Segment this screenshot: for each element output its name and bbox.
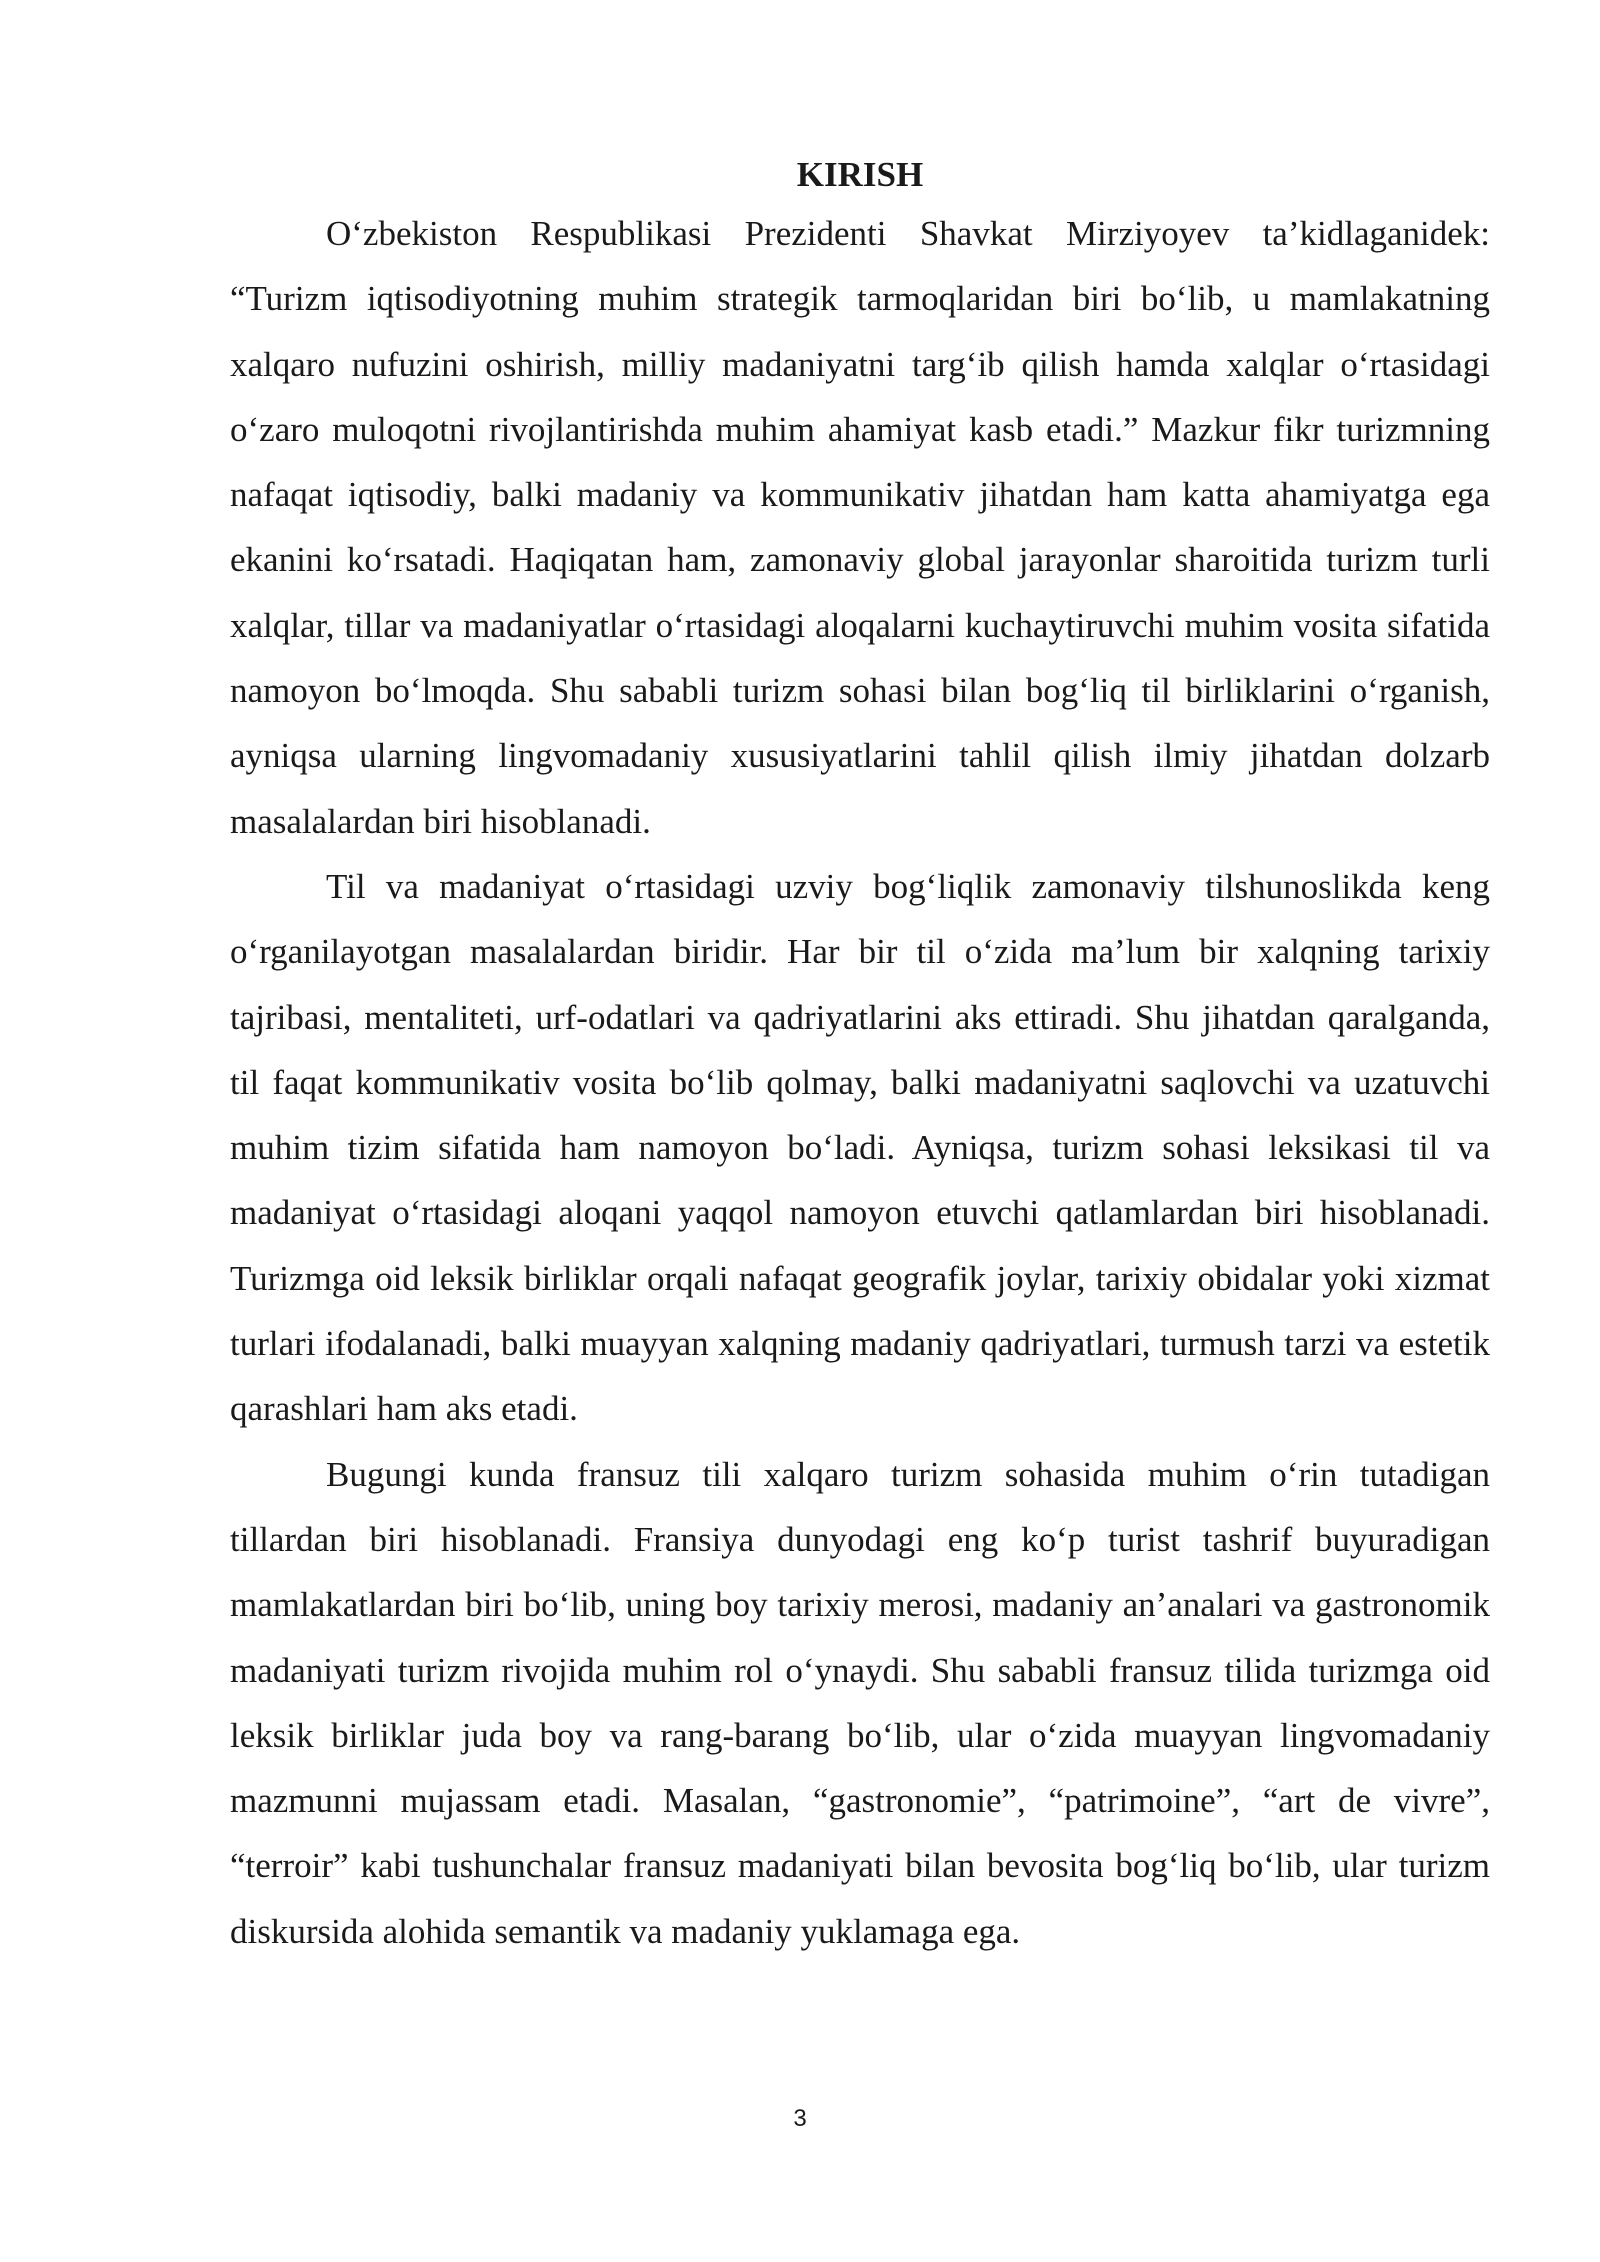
section-title: KIRISH xyxy=(796,155,924,194)
paragraph-1: O‘zbekiston Respublikasi Prezidenti Shavkat Mirziyoyev ta’kidlaganidek: “Turizm iqtisodiyotning muhim strategik tarmoqlaridan biri bo‘lib, u mamlakatning xalqaro nufuzini oshirish, milliy madaniyatni targ‘ib qilish hamda xalqlar o‘rtasidagi o‘zaro muloqotni rivojlantirishda muhim ahamiyat kasb etadi.” Mazkur fikr turizmning nafaqat iqtisodiy, balki madaniy va kommunikativ jihatdan ham katta ahamiyatga ega ekanini ko‘rsatadi. Haqiqatan ham, zamonaviy global jarayonlar sharoitida turizm turli xalqlar, tillar va madaniyatlar o‘rtasidagi aloqalarni kuchaytiruvchi muhim vosita sifatida namoyon bo‘lmoqda. Shu sababli turizm sohasi bilan bog‘liq til birliklarini o‘rganish, ayniqsa ularning lingvomadaniy xususiyatlarini tahlil qilish ilmiy jihatdan dolzarb masalalardan biri hisoblanadi. xyxy=(230,214,1490,841)
paragraph-3: Bugungi kunda fransuz tili xalqaro turizm sohasida muhim o‘rin tutadigan tillardan biri hisoblanadi. Fransiya dunyodagi eng ko‘p turist tashrif buyuradigan mamlakatlardan biri bo‘lib, uning boy tarixiy merosi, madaniy an’analari va gastronomik madaniyati turizm rivojida muhim rol o‘ynaydi. Shu sababli fransuz tilida turizmga oid leksik birliklar juda boy va rang-barang bo‘lib, ular o‘zida muayyan lingvomadaniy mazmunni mujassam etadi. Masalan, “gastronomie”, “patrimoine”, “art de vivre”, “terroir” kabi tushunchalar fransuz madaniyati bilan bevosita bog‘liq bo‘lib, ular turizm diskursida alohida semantik va madaniy yuklamaga ega. xyxy=(230,1454,1490,1951)
paragraph-2: Til va madaniyat o‘rtasidagi uzviy bog‘liqlik zamonaviy tilshunoslikda keng o‘rganilayotgan masalalardan biridir. Har bir til o‘zida ma’lum bir xalqning tarixiy tajribasi, mentaliteti, urf-odatlari va qadriyatlarini aks ettiradi. Shu jihatdan qaralganda, til faqat kommunikativ vosita bo‘lib qolmay, balki madaniyatni saqlovchi va uzatuvchi muhim tizim sifatida ham namoyon bo‘ladi. Ayniqsa, turizm sohasi leksikasi til va madaniyat o‘rtasidagi aloqani yaqqol namoyon etuvchi qatlamlardan biri hisoblanadi. Turizmga oid leksik birliklar orqali nafaqat geografik joylar, tarixiy obidalar yoki xizmat turlari ifodalanadi, balki muayyan xalqning madaniy qadriyatlari, turmush tarzi va estetik qarashlari ham aks etadi. xyxy=(230,866,1490,1429)
page-content xyxy=(230,148,1490,1964)
page-number: 3 xyxy=(793,2105,807,2132)
